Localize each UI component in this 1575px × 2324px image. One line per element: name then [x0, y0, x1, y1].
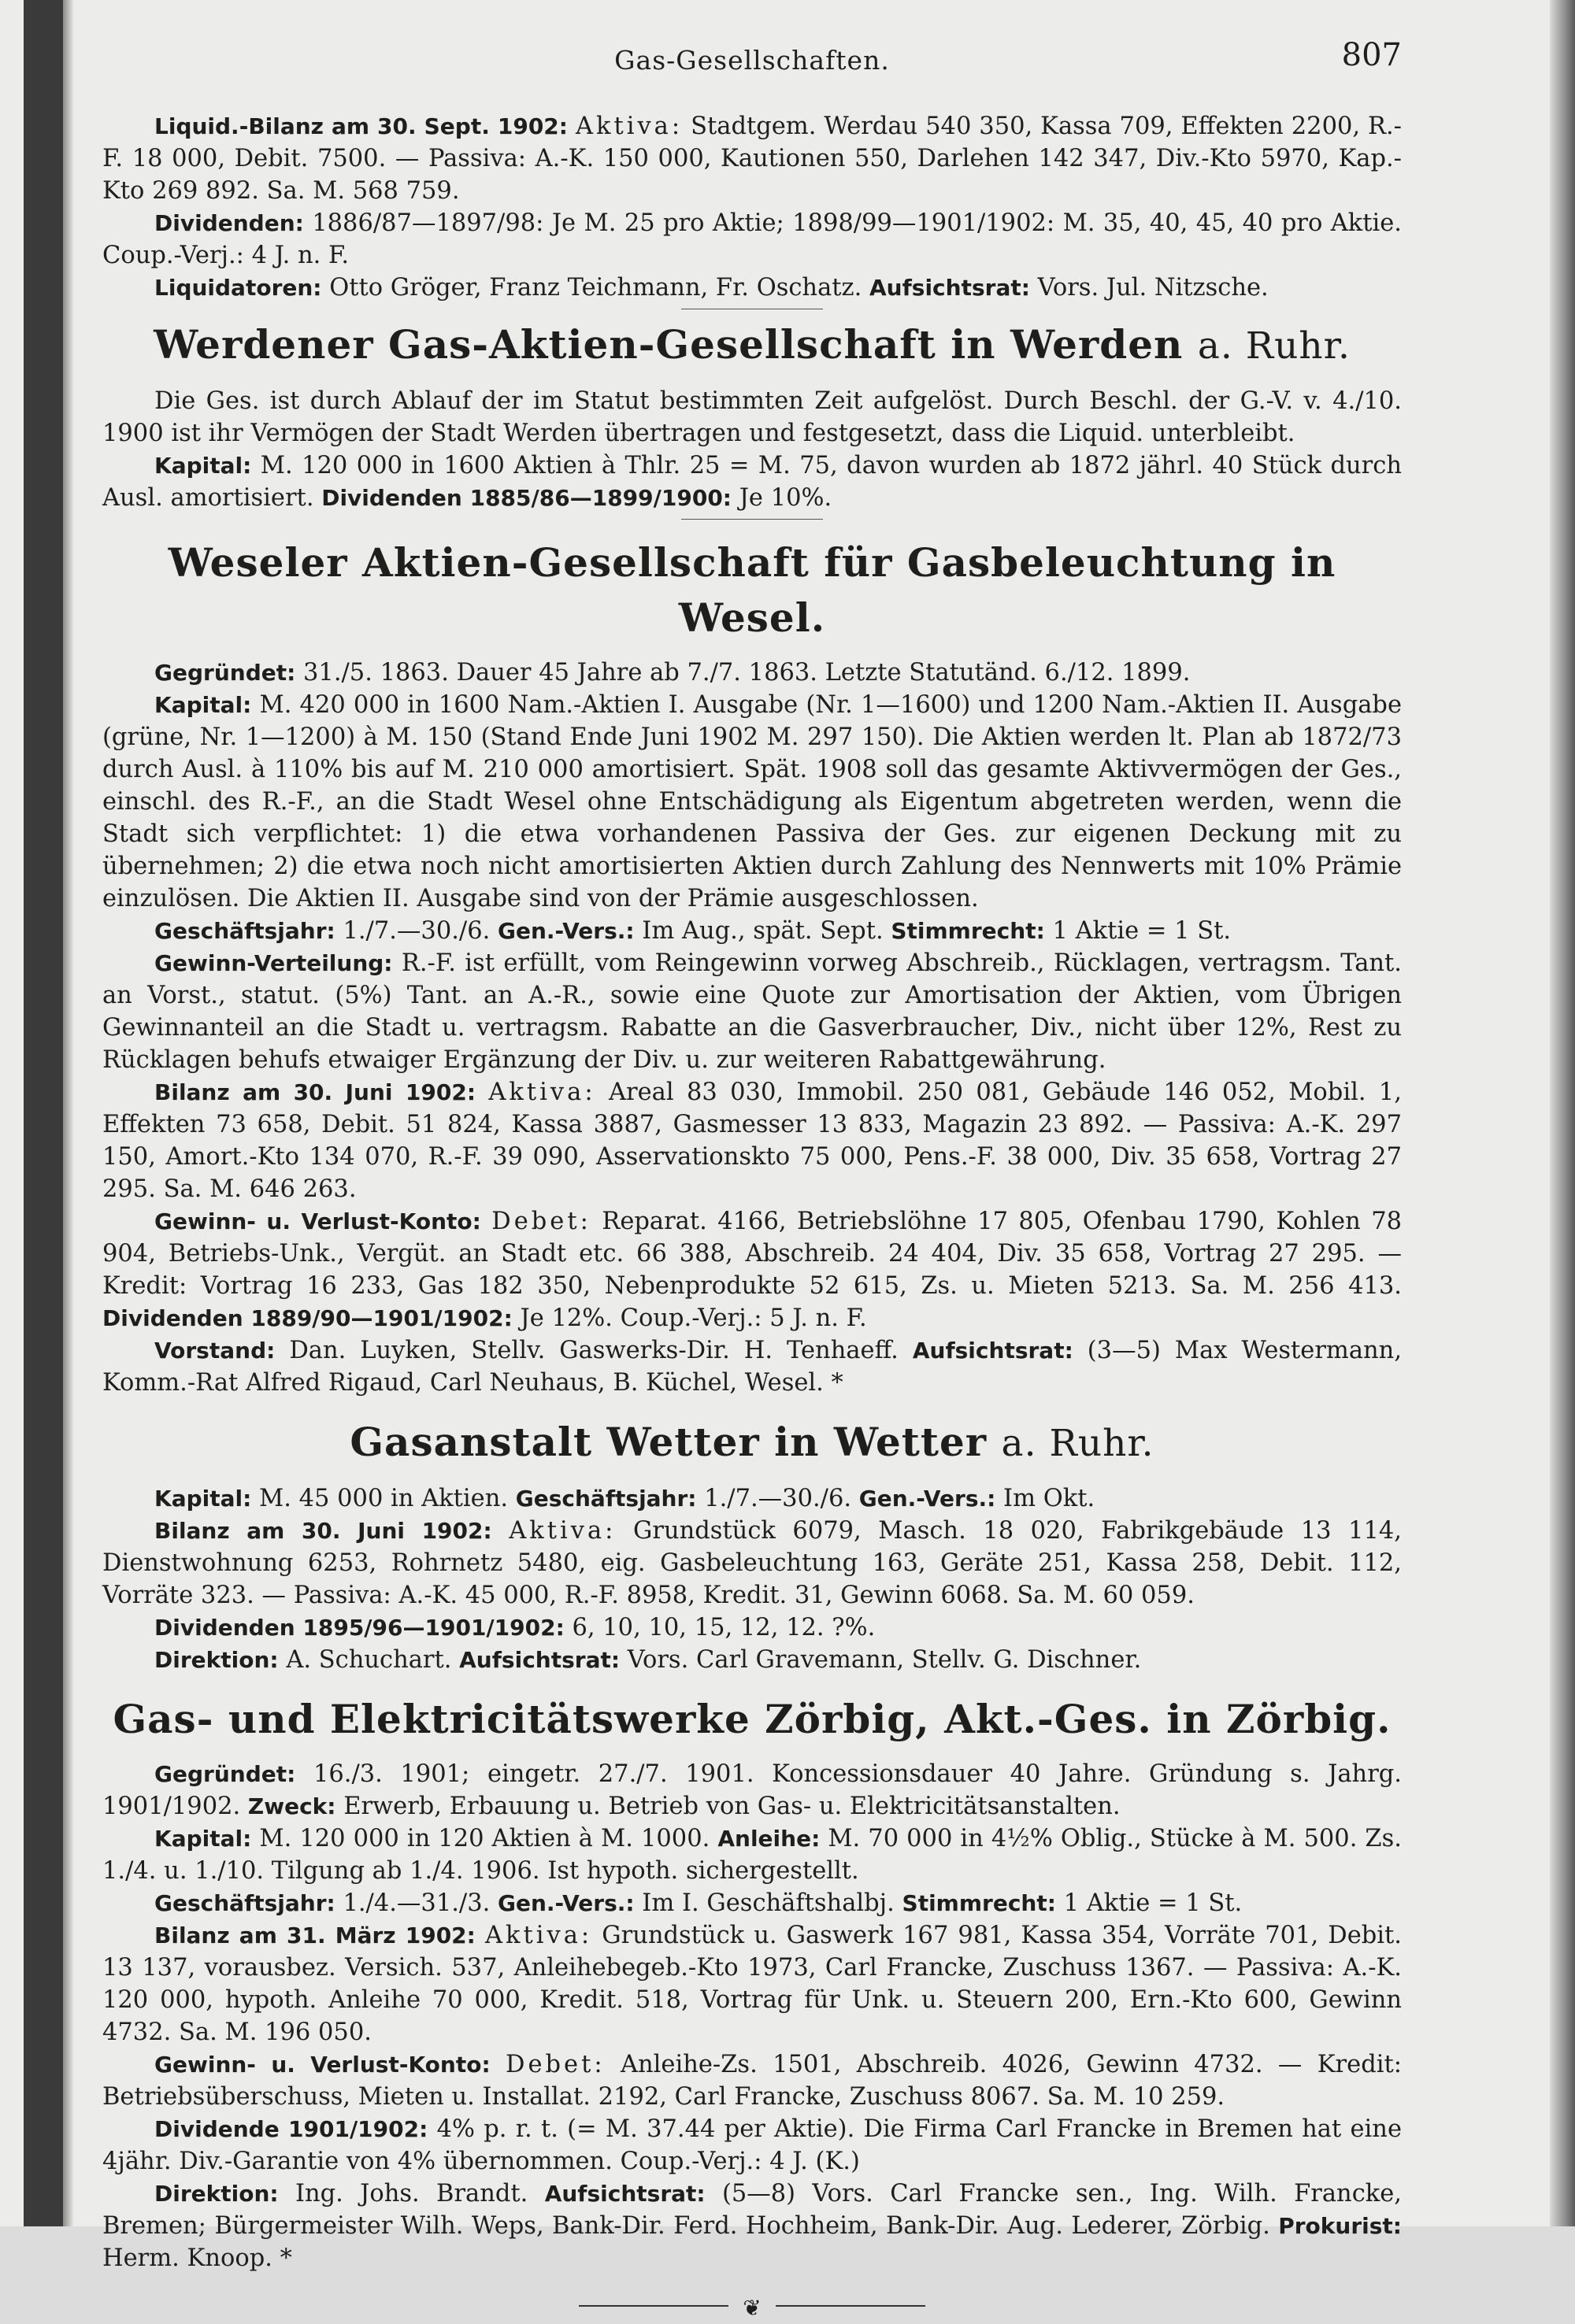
gewinn-verteilung-lead: Gewinn-Verteilung:: [154, 950, 393, 976]
liquid-bilanz-paragraph: [102, 110, 1402, 207]
dividenden-lead: Dividenden:: [154, 210, 304, 236]
gen-vers-lead: Gen.-Vers.:: [858, 1486, 996, 1512]
aufsichtsrat-text: (5—8) Vors. Carl Francke sen., Ing. Wilh. Francke, Bremen; Bürgermeister Wilh. Weps, Bank-Dir. Ferd. Hochheim, Bank-Dir. Aug. Lederer, Zörbig.: [102, 2180, 1402, 2240]
werden-intro-text: Die Ges. ist durch Ablauf der im Statut bestimmten Zeit aufgelöst. Durch Beschl. der G.-V. v. 4./10. 1900 ist ihr Vermögen der Stadt Werden übertragen und festgesetzt, dass die Liquid. unterbleibt.: [102, 387, 1402, 447]
guv-lead: Gewinn- u. Verlust-Konto:: [154, 1208, 481, 1234]
page-edge: [1550, 0, 1575, 2226]
anleihe-lead: Anleihe:: [717, 1826, 821, 1852]
werden-intro-paragraph: [102, 385, 1402, 450]
liquidatoren-text: Otto Gröger, Franz Teichmann, Fr. Oschatz.: [329, 274, 862, 302]
kapital-text: M. 120 000 in 1600 Aktien à Thlr. 25 = M. 75, davon wurden ab 1872 jährl. 40 Stück durch Ausl. amortisiert.: [102, 452, 1402, 512]
aufsichtsrat-lead: Aufsichtsrat:: [869, 275, 1030, 301]
dividenden-lead: Dividenden 1895/96—1901/1902:: [154, 1615, 565, 1641]
bilanz-lead: Bilanz am 31. März 1902:: [154, 1922, 476, 1948]
gegruendet-lead: Gegründet:: [154, 660, 296, 686]
company-name: Weseler Aktien-Gesellschaft für Gasbeleuchtung in Wesel.: [168, 539, 1336, 641]
gegruendet-lead: Gegründet:: [154, 1761, 296, 1787]
werden-kapital-paragraph: [102, 450, 1402, 514]
company-location: a. Ruhr.: [1001, 1422, 1154, 1465]
kapital-lead: Kapital:: [154, 1826, 252, 1852]
direktion-lead: Direktion:: [154, 1647, 279, 1673]
geschaeftsjahr-text: 1./7.—30./6.: [704, 1485, 852, 1512]
dividende-lead: Dividende 1901/1902:: [154, 2116, 428, 2142]
fleuron-icon: ❦: [743, 2295, 762, 2321]
page-binding: [24, 0, 63, 2226]
guv-text: Anleihe-Zs. 1501, Abschreib. 4026, Gewinn 4732. — Kredit: Betriebsüberschuss, Mieten u. Installat. 2192, Carl Francke, Zuschuss 8067. Sa. M. 10 259.: [102, 2051, 1403, 2111]
ornament-line-right: [776, 2305, 925, 2307]
geschaeftsjahr-lead: Geschäftsjahr:: [154, 918, 335, 944]
wesel-geschaeftsjahr-paragraph: [102, 915, 1402, 947]
zoerbig-kapital-paragraph: [102, 1823, 1402, 1887]
vorstand-lead: Vorstand:: [154, 1338, 276, 1364]
zoerbig-gegruendet-paragraph: [102, 1758, 1402, 1823]
zoerbig-geschaeftsjahr-paragraph: [102, 1887, 1402, 1919]
direktion-lead: Direktion:: [154, 2181, 279, 2207]
aufsichtsrat-lead: Aufsichtsrat:: [459, 1647, 621, 1673]
dividende-text: 4% p. r. t. (= M. 37.44 per Aktie). Die Firma Carl Francke in Bremen hat eine 4jähr. Div.-Garantie von 4% übernommen. Coup.-Verj.: 4 J. (K.): [102, 2115, 1402, 2175]
prokurist-text: Herm. Knoop. *: [102, 2244, 292, 2272]
running-head-title: Gas-Gesellschaften.: [614, 45, 890, 76]
aufsichtsrat-text: Vors. Carl Gravemann, Stellv. G. Dischner.: [627, 1646, 1142, 1674]
geschaeftsjahr-lead: Geschäftsjahr:: [515, 1486, 697, 1512]
zoerbig-dividende-paragraph: [102, 2113, 1402, 2178]
wesel-kapital-paragraph: [102, 689, 1402, 915]
company-name: Gasanstalt Wetter in Wetter: [350, 1419, 988, 1465]
dividenden-lead: Dividenden 1885/86—1899/1900:: [321, 485, 732, 511]
liquidatoren-lead: Liquidatoren:: [154, 275, 322, 301]
liquid-bilanz-lead: Liquid.-Bilanz am 30. Sept. 1902:: [154, 113, 568, 139]
liquid-dividenden-paragraph: [102, 207, 1402, 272]
wesel-vorstand-paragraph: [102, 1334, 1402, 1399]
wesel-guv-paragraph: [102, 1205, 1402, 1334]
company-heading-werden: [102, 317, 1402, 374]
dividenden-text: Je 10%.: [739, 484, 832, 512]
gen-vers-text: Im I. Geschäftshalbj.: [642, 1889, 895, 1917]
debet-label: Debet:: [506, 2051, 606, 2078]
stimmrecht-lead: Stimmrecht:: [902, 1890, 1056, 1916]
wesel-bilanz-paragraph: [102, 1076, 1402, 1205]
dividenden-text: Je 12%. Coup.-Verj.: 5 J. n. F.: [520, 1304, 867, 1332]
dividenden-text: 6, 10, 10, 15, 12, 12. ?%.: [572, 1614, 876, 1641]
kapital-lead: Kapital:: [154, 1486, 252, 1512]
gewinn-verteilung-text: R.-F. ist erfüllt, vom Reingewinn vorweg Abschreib., Rücklagen, vertragsm. Tant. an Vorst., statut. (5%) Tant. an A.-R., sowie eine Quote zur Amortisation der Aktien, vom Übrigen Gewinnanteil an die Stadt u. vertragsm. Rabatte an die Gasverbraucher, Div., nicht über 12%, Rest zu Rücklagen behufs etwaiger Ergänzung der Div. u. zur weiteren Rabattgewährung.: [102, 949, 1402, 1074]
wetter-bilanz-paragraph: [102, 1515, 1402, 1612]
gen-vers-text: Im Okt.: [1003, 1485, 1095, 1512]
company-heading-zoerbig: [102, 1692, 1402, 1747]
section-divider: [681, 519, 823, 520]
wetter-direktion-paragraph: [102, 1644, 1402, 1676]
geschaeftsjahr-lead: Geschäftsjahr:: [154, 1890, 335, 1916]
anleihe-text: M. 70 000 in 4½% Oblig., Stücke à M. 500. Zs. 1./4. u. 1./10. Tilgung ab 1./4. 1906. Ist hypoth. sichergestellt.: [102, 1825, 1402, 1885]
aktiva-label: Aktiva:: [488, 1079, 596, 1106]
aktiva-label: Aktiva:: [575, 113, 684, 140]
company-heading-wetter: [102, 1415, 1402, 1471]
vorstand-text: Dan. Luyken, Stellv. Gaswerks-Dir. H. Tenhaeff.: [289, 1337, 899, 1364]
stimmrecht-lead: Stimmrecht:: [891, 918, 1045, 944]
gegruendet-text: 31./5. 1863. Dauer 45 Jahre ab 7./7. 1863. Letzte Statutänd. 6./12. 1899.: [303, 659, 1191, 686]
bilanz-text: Grundstück u. Gaswerk 167 981, Kassa 354, Vorräte 701, Debit. 13 137, vorausbez. Versich. 537, Anleihebegeb.-Kto 1973, Carl Francke, Zuschuss 1367. — Passiva: A.-K. 120 000, hypoth. Anleihe 70 000, Kredit. 518, Vortrag für Unk. u. Steuern 200, Ern.-Kto 600, Gewinn 4732. Sa. M. 196 050.: [102, 1922, 1402, 2046]
aufsichtsrat-text: Vors. Jul. Nitzsche.: [1037, 274, 1269, 302]
geschaeftsjahr-text: 1./4.—31./3.: [343, 1889, 491, 1917]
bilanz-text: Grundstück 6079, Masch. 18 020, Fabrikgebäude 13 114, Dienstwohnung 6253, Rohrnetz 5480, eig. Gasbeleuchtung 163, Geräte 251, Kassa 258, Debit. 112, Vorräte 323. — Passiva: A.-K. 45 000, R.-F. 8958, Kredit. 31, Gewinn 6068. Sa. M. 60 059.: [102, 1517, 1402, 1609]
zoerbig-direktion-paragraph: [102, 2178, 1402, 2274]
zweck-lead: Zweck:: [247, 1793, 336, 1819]
zweck-text: Erwerb, Erbauung u. Betrieb von Gas- u. Elektricitätsanstalten.: [343, 1793, 1121, 1820]
zoerbig-bilanz-paragraph: [102, 1919, 1402, 2048]
aktiva-label: Aktiva:: [509, 1517, 617, 1545]
debet-label: Debet:: [491, 1208, 591, 1235]
wetter-dividenden-paragraph: [102, 1612, 1402, 1644]
stimmrecht-text: 1 Aktie = 1 St.: [1052, 917, 1232, 945]
dividenden-text: 1886/87—1897/98: Je M. 25 pro Aktie; 1898/99—1901/1902: M. 35, 40, 45, 40 pro Aktie. Coup.-Verj.: 4 J. n. F.: [102, 209, 1402, 269]
bilanz-lead: Bilanz am 30. Juni 1902:: [154, 1079, 476, 1105]
aufsichtsrat-lead: Aufsichtsrat:: [544, 2181, 706, 2207]
page-content: [102, 37, 1403, 2321]
wetter-kapital-paragraph: [102, 1482, 1402, 1515]
liquid-bilanz-text: Stadtgem. Werdau 540 350, Kassa 709, Effekten 2200, R.-F. 18 000, Debit. 7500. — Passiva: A.-K. 150 000, Kautionen 550, Darlehen 142 347, Div.-Kto 5970, Kap.-Kto 269 892. Sa. M. 568 759.: [102, 113, 1402, 205]
aufsichtsrat-text: (3—5) Max Westermann, Komm.-Rat Alfred Rigaud, Carl Neuhaus, B. Küchel, Wesel. *: [102, 1337, 1403, 1397]
gen-vers-lead: Gen.-Vers.:: [498, 918, 635, 944]
ornament-line-left: [579, 2305, 728, 2307]
binding-shadow: [63, 0, 74, 2226]
running-head: [102, 38, 1402, 87]
geschaeftsjahr-text: 1./7.—30./6.: [343, 917, 491, 945]
bilanz-text: Areal 83 030, Immobil. 250 081, Gebäude 146 052, Mobil. 1, Effekten 73 658, Debit. 51 824, Kassa 3887, Gasmesser 13 833, Magazin 23 892. — Passiva: A.-K. 297 150, Amort.-Kto 134 070, R.-F. 39 090, Asservationskto 75 000, Pens.-F. 38 000, Div. 35 658, Vortrag 27 295. Sa. M. 646 263.: [102, 1079, 1402, 1203]
direktion-text: Ing. Johs. Brandt.: [295, 2180, 528, 2207]
gen-vers-text: Im Aug., spät. Sept.: [642, 917, 884, 945]
zoerbig-guv-paragraph: [102, 2048, 1402, 2113]
wesel-gewinn-verteilung-paragraph: [102, 947, 1402, 1076]
aufsichtsrat-lead: Aufsichtsrat:: [912, 1338, 1073, 1364]
direktion-text: A. Schuchart.: [286, 1646, 452, 1674]
guv-text: Reparat. 4166, Betriebslöhne 17 805, Ofenbau 1790, Kohlen 78 904, Betriebs-Unk., Vergüt. an Stadt etc. 66 388, Abschreib. 24 404, Div. 35 658, Vortrag 27 295. — Kredit: Vortrag 16 233, Gas 182 350, Nebenprodukte 52 615, Zs. u. Mieten 5213. Sa. M. 256 413.: [102, 1208, 1402, 1300]
gen-vers-lead: Gen.-Vers.:: [498, 1890, 635, 1916]
stimmrecht-text: 1 Aktie = 1 St.: [1063, 1889, 1243, 1917]
company-name: Werdener Gas-Aktien-Gesellschaft in Werden: [154, 321, 1184, 368]
end-ornament: [579, 2295, 925, 2321]
gegruendet-text: 16./3. 1901; eingetr. 27./7. 1901. Koncessionsdauer 40 Jahre. Gründung s. Jahrg. 1901/1902.: [102, 1760, 1402, 1820]
liquidatoren-paragraph: [102, 272, 1402, 304]
aktiva-label: Aktiva:: [484, 1922, 593, 1949]
kapital-text: M. 45 000 in Aktien.: [259, 1485, 509, 1512]
kapital-lead: Kapital:: [154, 692, 252, 718]
company-heading-wesel: [102, 535, 1402, 646]
wesel-gegruendet-paragraph: [102, 657, 1402, 689]
company-location: a. Ruhr.: [1197, 324, 1351, 368]
company-name: Gas- und Elektricitätswerke Zörbig, Akt.-Ges. in Zörbig.: [113, 1696, 1392, 1742]
page-number: 807: [1341, 37, 1402, 73]
prokurist-lead: Prokurist:: [1278, 2213, 1402, 2239]
dividenden-lead: Dividenden 1889/90—1901/1902:: [102, 1305, 513, 1331]
bilanz-lead: Bilanz am 30. Juni 1902:: [154, 1518, 492, 1544]
kapital-lead: Kapital:: [154, 453, 252, 479]
kapital-text: M. 120 000 in 120 Aktien à M. 1000.: [259, 1825, 710, 1852]
guv-lead: Gewinn- u. Verlust-Konto:: [154, 2052, 491, 2078]
kapital-text: M. 420 000 in 1600 Nam.-Aktien I. Ausgabe (Nr. 1—1600) und 1200 Nam.-Aktien II. Ausgabe (grüne, Nr. 1—1200) à M. 150 (Stand Ende Juni 1902 M. 297 150). Die Aktien werden lt. Plan ab 1872/73 durch Ausl. à 110% bis auf M. 210 000 amortisiert. Spät. 1908 soll das gesamte Aktivvermögen der Ges., einschl. des R.-F., an die Stadt Wesel ohne Entschädigung als Eigentum abgetreten werden, wenn die Stadt sich verpflichtet: 1) die etwa vorhandenen Passiva der Ges. zur eigenen Deckung mit zu übernehmen; 2) die etwa noch nicht amortisierten Aktien durch Zahlung des Nennwerts mit 10% Prämie einzulösen. Die Aktien II. Ausgabe sind von der Prämie ausgeschlossen.: [102, 691, 1402, 912]
